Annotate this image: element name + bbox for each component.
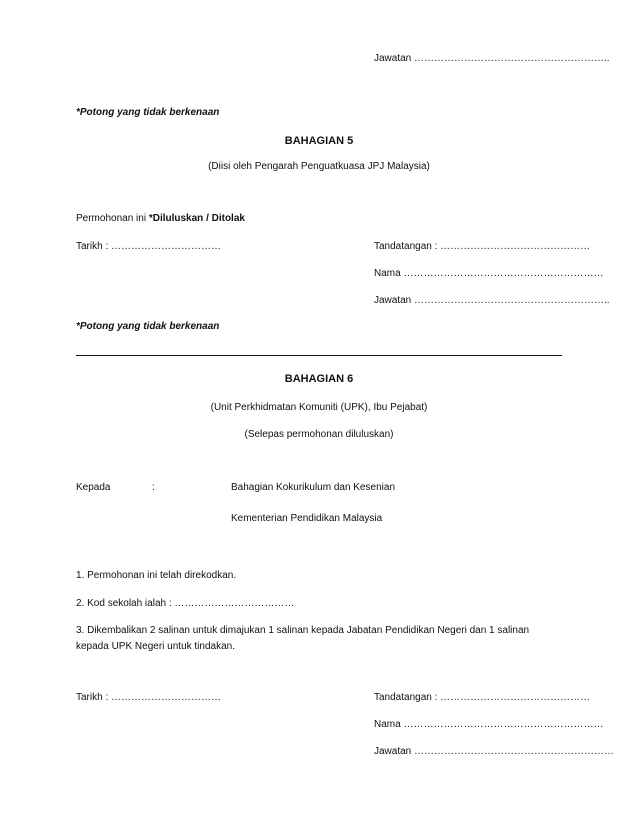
bahagian-5-subheading: (Diisi oleh Pengarah Penguatkuasa JPJ Malaysia) — [208, 161, 430, 172]
kepada-line-1: Bahagian Kokurikulum dan Kesenian — [231, 482, 395, 493]
permohonan-status: *Diluluskan / Ditolak — [148, 213, 245, 224]
item-3-line-1: 3. Dikembalikan 2 salinan untuk dimajukan 1 salinan kepada Jabatan Pendidikan Negeri dan 1 salinan — [76, 625, 530, 636]
b6-nama-field: Nama …………………………………………………… — [374, 719, 604, 730]
kepada-label: Kepada — [76, 482, 111, 493]
b6-jawatan-field: Jawatan …………………………………………………… — [374, 746, 615, 757]
permohonan-line — [76, 213, 245, 225]
top-jawatan-line: Jawatan ………………………………………………….. — [374, 53, 610, 64]
b5-tarikh-field: Tarikh : …………………………… — [76, 241, 222, 252]
permohonan-prefix: Permohonan ini — [76, 213, 149, 224]
b5-tandatangan-field: Tandatangan : ……………………………………… — [374, 241, 591, 252]
b6-tarikh-field: Tarikh : …………………………… — [76, 692, 222, 703]
bahagian-6-heading: BAHAGIAN 6 — [284, 373, 354, 385]
b5-potong-note: *Potong yang tidak berkenaan — [76, 321, 220, 332]
item-3-line-2: kepada UPK Negeri untuk tindakan. — [76, 641, 235, 652]
kepada-line-2: Kementerian Pendidikan Malaysia — [231, 513, 383, 524]
item-1: 1. Permohonan ini telah direkodkan. — [76, 570, 237, 581]
bahagian-6-subheading-2: (Selepas permohonan diluluskan) — [244, 429, 394, 440]
b6-tandatangan-field: Tandatangan : ……………………………………… — [374, 692, 591, 703]
item-2: 2. Kod sekolah ialah : ……………………………… — [76, 598, 295, 609]
top-potong-note: *Potong yang tidak berkenaan — [76, 107, 220, 118]
kepada-colon: : — [152, 482, 155, 493]
b5-jawatan-field: Jawatan ………………………………………………….. — [374, 295, 610, 306]
bahagian-5-heading: BAHAGIAN 5 — [284, 135, 354, 147]
section-divider — [76, 355, 562, 356]
bahagian-6-subheading: (Unit Perkhidmatan Komuniti (UPK), Ibu Pejabat) — [210, 402, 428, 413]
b5-nama-field: Nama …………………………………………………… — [374, 268, 604, 279]
